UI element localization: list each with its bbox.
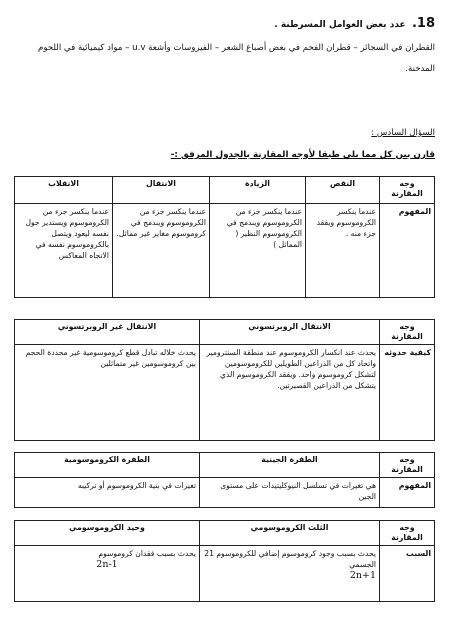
- table-corner: وجه المقارنة: [380, 521, 435, 546]
- question-6-instruction: قارن بين كل مما يلي طبقا لأوجه المقارنة بالجدول المرفق :-: [170, 150, 435, 160]
- comparison-table-trisomy-monosomy: [14, 520, 435, 602]
- column-header: الانتقال الروبرتسوني: [200, 320, 380, 345]
- table-cell: يحدث خلاله تبادل قطع كروموسومية غير محددة الحجم بين كروموسومين غير متماثلين: [15, 345, 200, 441]
- comparison-table-gene-chromosome-mutation: [14, 452, 435, 508]
- table-cell: [200, 546, 380, 602]
- question-18-answer: القطران في السجائر – قطران الفحم في بعض أصباغ الشعر – الفيروسات وأشعة u.v – مواد كيميائية في اللحوم المدخنة.: [38, 43, 435, 74]
- comparison-table-mutations-types: [14, 176, 435, 298]
- question-title: عدد بعض العوامل المسرطنة .: [274, 20, 406, 30]
- table-cell: يحدث عند انكسار الكروموسوم عند منطقة السنترومير واتحاد كل من الذراعين الطويلين للكروموسومين لتشكل كروموسوم واحد. ويفقد الكروموسوم الذي يتشكل من الذراعين القصيرتين.: [200, 345, 380, 441]
- table-cell: عندما ينكسر الكروموسوم ويفقد جزء منه .: [306, 204, 380, 298]
- column-header: الطفرة الكروموسومية: [15, 453, 200, 478]
- question-number: 18.: [411, 16, 435, 31]
- table-cell: هي تغيرات في تسلسل النيوكليتيدات على مستوى الجين: [200, 478, 380, 508]
- column-header: الانتقال غير الروبرتسوني: [15, 320, 200, 345]
- table-cell: عندما ينكسر جزء من الكروموسوم ويستدير حول نفسه ليعود ويتصل بالكروموسوم نفسه في الاتجاه المعاكس: [15, 204, 113, 298]
- column-header: الثلث الكروموسومي: [200, 521, 380, 546]
- column-header: الانتقال: [113, 177, 210, 204]
- cell-text: يحدث بسبب فقدان كروموسوم: [98, 549, 196, 558]
- formula: 2n+1: [349, 570, 376, 581]
- column-header: وحيد الكروموسومي: [15, 521, 200, 546]
- column-header: النقص: [306, 177, 380, 204]
- row-label: المفهوم: [380, 204, 435, 298]
- table-corner: وجه المقارنة: [380, 320, 435, 345]
- table-cell: تغيرات في بنية الكروموسوم أو تركيبه: [15, 478, 200, 508]
- cell-text: يحدث بسبب وجود كروموسوم إضافي للكروموسوم 21 الجسمي: [204, 549, 376, 569]
- table-cell: [15, 546, 200, 602]
- formula: 2n-1: [96, 559, 118, 570]
- table-cell: عندما ينكسر جزء من الكروموسوم ويندمج في الكروموسوم النظير ( المماثل ): [210, 204, 306, 298]
- row-label: السبب: [380, 546, 435, 602]
- row-label: المفهوم: [380, 478, 435, 508]
- row-label: كيفية حدوثه: [380, 345, 435, 441]
- column-header: الزيادة: [210, 177, 306, 204]
- column-header: الانقلاب: [15, 177, 113, 204]
- question-6-title: السؤال السادس :: [371, 128, 435, 138]
- table-corner: وجه المقارنة: [380, 177, 435, 204]
- column-header: الطفرة الجينية: [200, 453, 380, 478]
- comparison-table-translocation: [14, 319, 435, 441]
- question-18-heading: [274, 16, 435, 31]
- table-cell: عندما ينكسر جزء من الكروموسوم ويندمج في كروموسوم مغاير غير مماثل.: [113, 204, 210, 298]
- table-corner: وجه المقارنة: [380, 453, 435, 478]
